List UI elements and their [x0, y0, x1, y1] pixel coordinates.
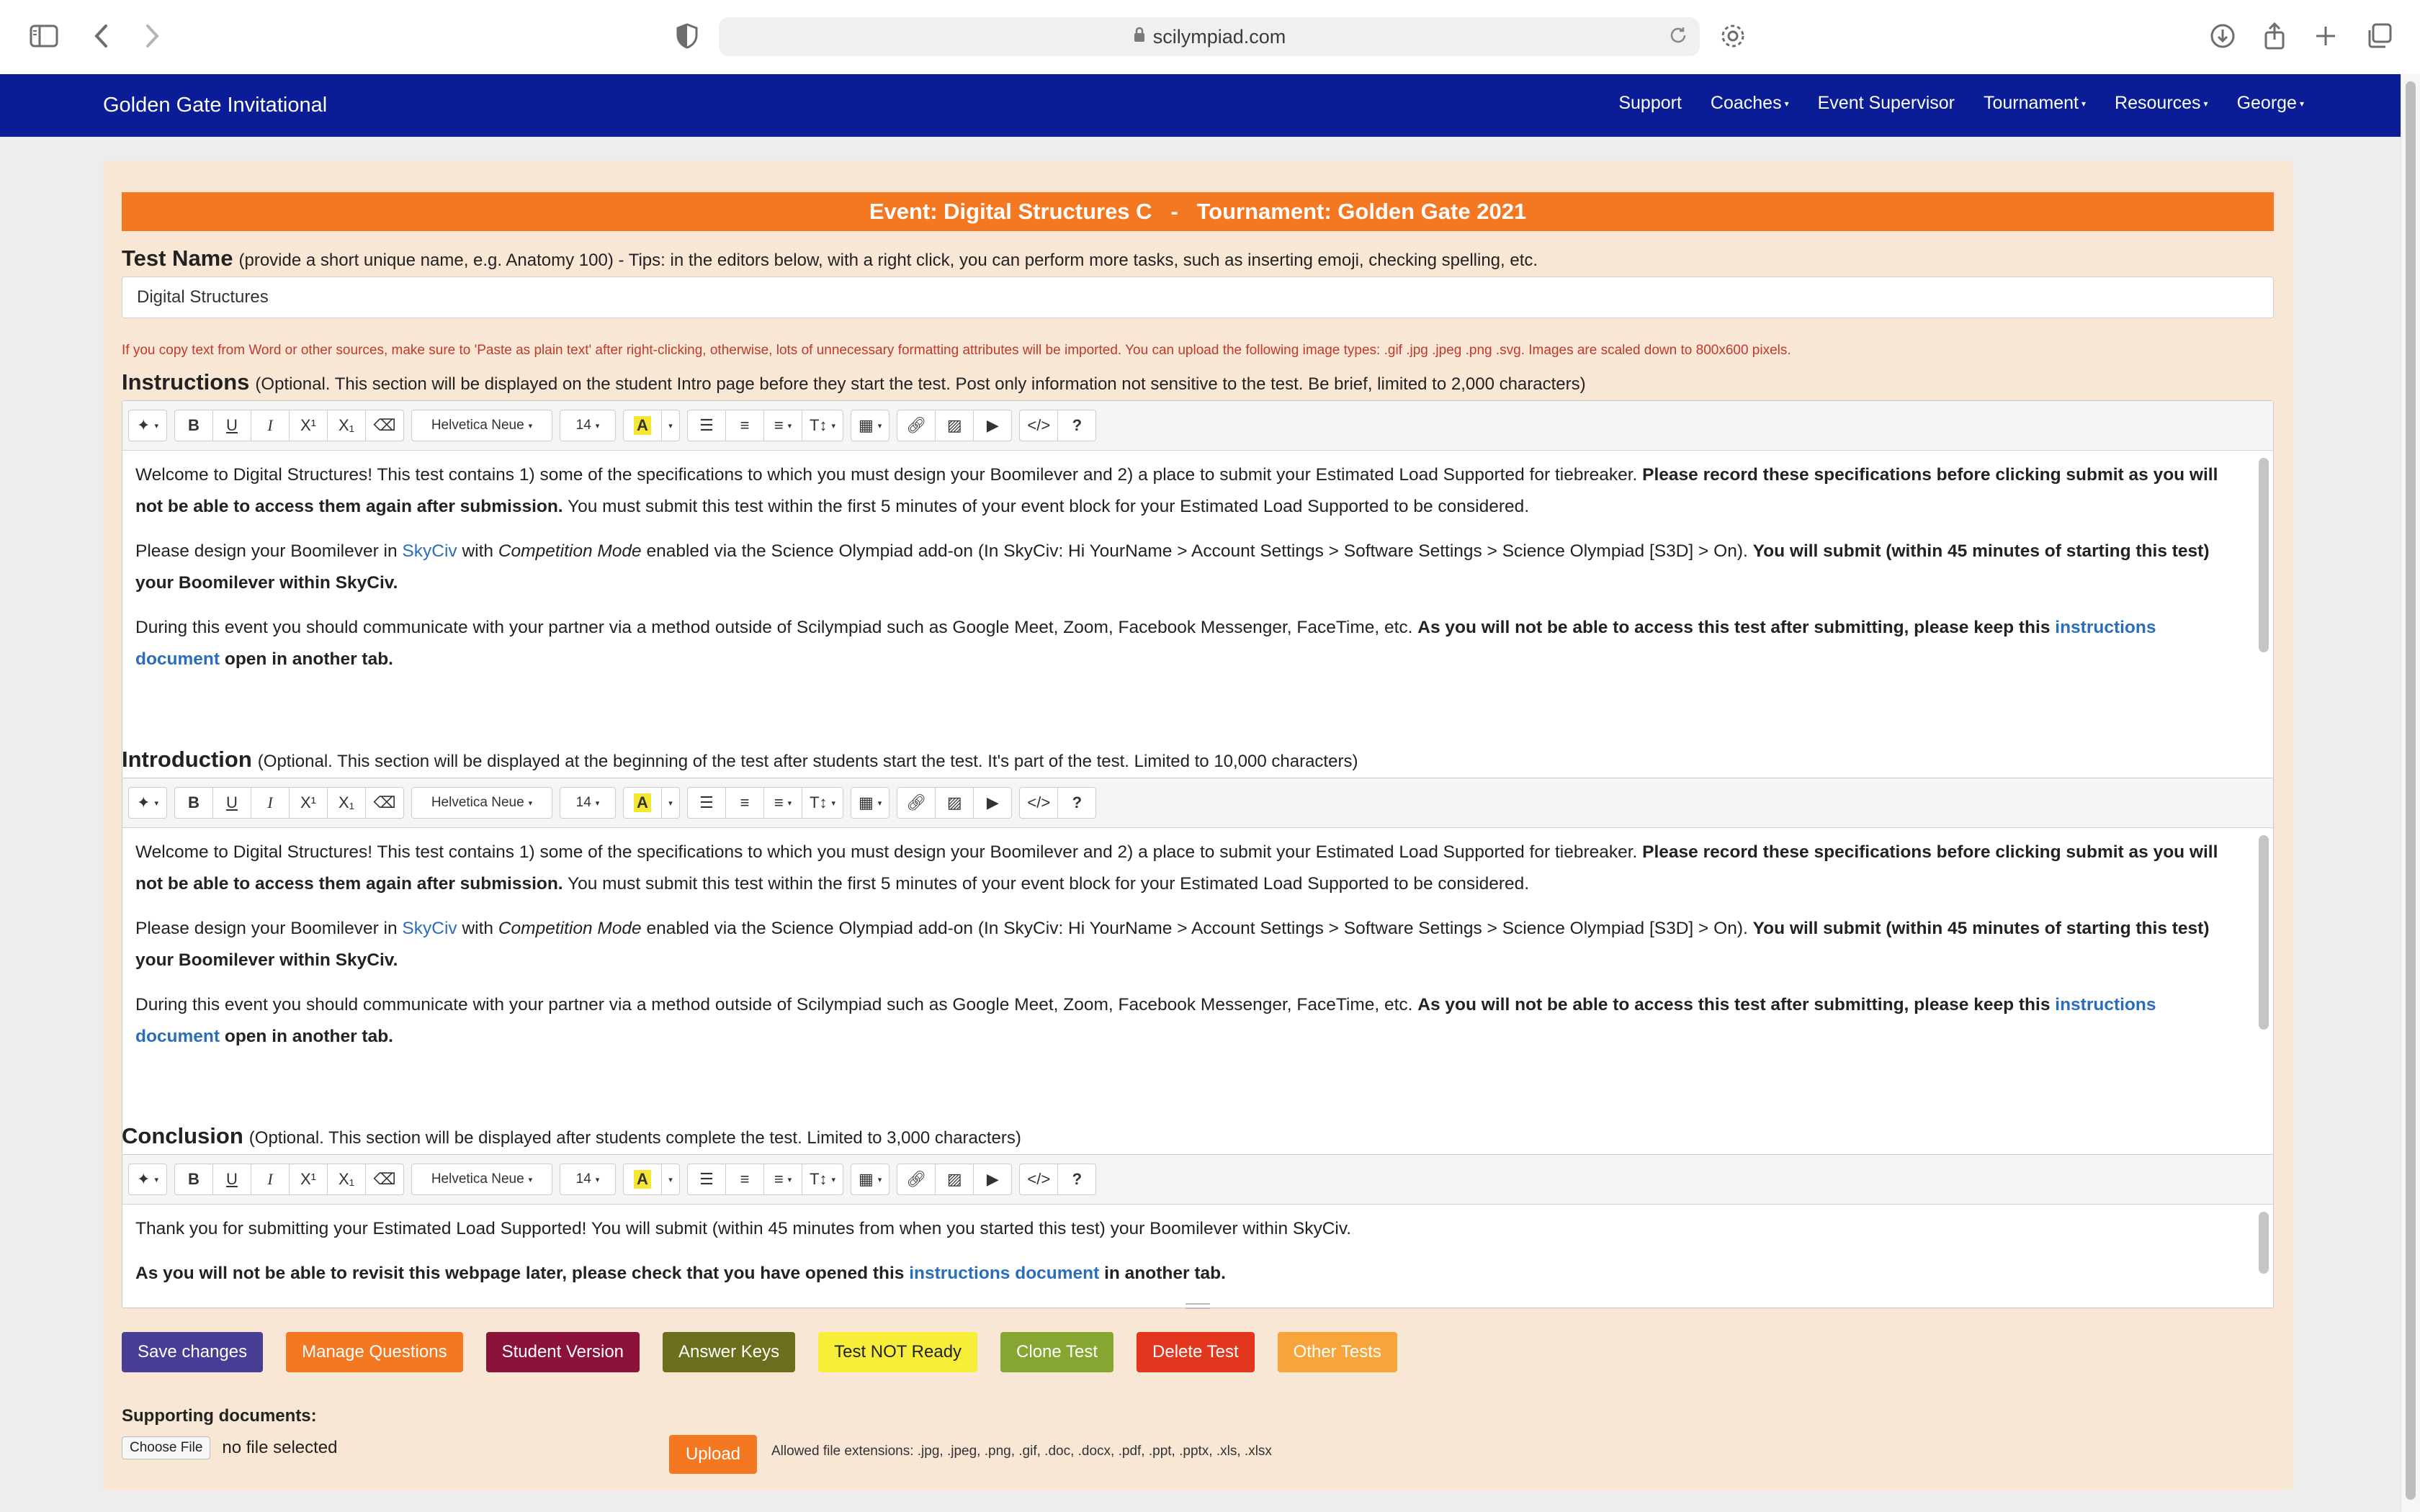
text-color-icon: A	[634, 793, 651, 812]
conclusion-editor	[122, 1154, 2274, 1308]
test-edit-panel	[103, 161, 2293, 1490]
nav-item-resources[interactable]	[2115, 93, 2208, 114]
editor-toolbar	[122, 778, 2273, 828]
paragraph	[135, 989, 2230, 1053]
instructions-document-link[interactable]: instructions document	[135, 618, 2156, 669]
conclusion-content[interactable]	[122, 1205, 2273, 1307]
editor-scrollbar[interactable]	[2259, 835, 2269, 1030]
underline-button[interactable]: U	[212, 1164, 251, 1195]
italic-button[interactable]: I	[251, 787, 290, 819]
bold-text: open in another tab.	[220, 1027, 393, 1046]
editor-scrollbar[interactable]	[2259, 1212, 2269, 1274]
nav-item-support[interactable]	[1618, 93, 1682, 114]
line-height-icon[interactable]: T↕ ▾	[802, 1164, 843, 1195]
caret-down-icon: ▾	[2081, 99, 2087, 109]
file-picker-row	[122, 1436, 338, 1459]
introduction-label-row	[122, 747, 1358, 773]
font-family-select[interactable]: Helvetica Neue ▾	[411, 410, 552, 441]
text-run: Please design your Boomilever in	[135, 541, 403, 561]
image-icon[interactable]: ▨	[935, 410, 974, 441]
clone-test-button[interactable]: Clone Test	[1000, 1332, 1113, 1372]
allowed-extensions-note: Allowed file extensions: .jpg, .jpeg, .png, .gif, .doc, .docx, .pdf, .ppt, .pptx, .xls, .xlsx	[771, 1444, 1272, 1459]
align-icon[interactable]: ≡ ▾	[763, 410, 802, 441]
nav-item-label: George	[2236, 93, 2297, 113]
nav-item-event-supervisor[interactable]	[1818, 93, 1955, 114]
download-icon[interactable]	[2204, 17, 2241, 55]
skyciv-link[interactable]: SkyCiv	[402, 541, 457, 561]
superscript-button[interactable]: X¹	[289, 787, 328, 819]
paragraph	[135, 837, 2230, 900]
instructions-label: Instructions	[122, 369, 250, 395]
action-button-row	[122, 1332, 1420, 1372]
editor-toolbar	[122, 1155, 2273, 1205]
nav-item-tournament[interactable]	[1984, 93, 2086, 114]
back-icon[interactable]	[83, 17, 120, 55]
text-run: During this event you should communicate with your partner via a method outside of Scilympiad such as Google Meet, Zoom, Facebook Messenger, FaceTime, etc.	[135, 995, 1418, 1014]
paragraph	[135, 536, 2230, 599]
delete-test-button[interactable]: Delete Test	[1137, 1332, 1255, 1372]
nav-item-coaches[interactable]	[1711, 93, 1789, 114]
subscript-button[interactable]: X₁	[327, 1164, 366, 1195]
paragraph	[135, 913, 2230, 976]
help-button[interactable]: ?	[1057, 787, 1096, 819]
font-size-value: 14	[575, 795, 591, 810]
choose-file-button[interactable]: Choose File	[122, 1436, 210, 1459]
conclusion-label-row	[122, 1123, 1021, 1149]
text-color-icon: A	[634, 1170, 651, 1189]
manage-questions-button[interactable]: Manage Questions	[286, 1332, 462, 1372]
introduction-content[interactable]	[122, 828, 2273, 1066]
bold-text: in another tab.	[1099, 1264, 1226, 1283]
privacy-shield-icon[interactable]	[668, 17, 706, 55]
italic-button[interactable]: I	[251, 1164, 290, 1195]
underline-button[interactable]: U	[212, 787, 251, 819]
text-run: You must submit this test within the first 5 minutes of your event block for your Estimated Load Supported to be considered.	[563, 874, 1530, 894]
superscript-button[interactable]: X¹	[289, 410, 328, 441]
magic-wand-icon[interactable]: ✦ ▾	[128, 410, 167, 441]
instructions-document-link[interactable]: instructions document	[909, 1264, 1100, 1283]
eraser-icon[interactable]: ⌫	[365, 410, 404, 441]
table-icon[interactable]: ▦ ▾	[851, 410, 889, 441]
text-color-icon: A	[634, 416, 651, 435]
subscript-button[interactable]: X₁	[327, 410, 366, 441]
bold-button[interactable]: B	[174, 410, 213, 441]
reload-icon[interactable]	[1668, 24, 1688, 51]
save-changes-button[interactable]: Save changes	[122, 1332, 263, 1372]
eraser-icon[interactable]: ⌫	[365, 787, 404, 819]
text-color-button[interactable]	[623, 1164, 662, 1195]
lock-icon	[1133, 27, 1146, 47]
code-view-button[interactable]: </>	[1019, 410, 1058, 441]
line-height-icon[interactable]: T↕ ▾	[802, 787, 843, 819]
align-icon[interactable]: ≡ ▾	[763, 1164, 802, 1195]
text-run: enabled via the Science Olympiad add-on (In SkyCiv: Hi YourName > Account Settings > Software Settings > Science Olympiad [S3D] > On).	[641, 541, 1753, 561]
instructions-document-link[interactable]: instructions document	[135, 995, 2156, 1046]
introduction-hint: (Optional. This section will be displayed at the beginning of the test after students start the test. It's part of the test. Limited to 10,000 characters)	[257, 752, 1358, 771]
text-run: Please design your Boomilever in	[135, 919, 403, 938]
page-scrollbar[interactable]	[2401, 74, 2420, 1512]
forward-icon[interactable]	[133, 17, 171, 55]
resize-handle[interactable]	[1186, 1303, 1210, 1309]
color-dropdown-icon[interactable]: ▾	[661, 410, 680, 441]
font-size-select[interactable]: 14 ▾	[560, 410, 616, 441]
link-icon[interactable]: 🔗︎	[897, 1164, 936, 1195]
bold-text: As you will not be able to revisit this webpage later, please check that you have opened this	[135, 1264, 910, 1283]
browser-toolbar	[0, 0, 2420, 75]
image-icon[interactable]: ▨	[935, 787, 974, 819]
text-run: with	[457, 919, 498, 938]
introduction-label: Introduction	[122, 747, 252, 772]
caret-down-icon: ▾	[1784, 99, 1789, 109]
superscript-button[interactable]: X¹	[289, 1164, 328, 1195]
test-not-ready-button[interactable]: Test NOT Ready	[818, 1332, 977, 1372]
paragraph	[135, 1258, 2230, 1290]
text-run: During this event you should communicate with your partner via a method outside of Scilympiad such as Google Meet, Zoom, Facebook Messenger, FaceTime, etc.	[135, 618, 1418, 637]
color-dropdown-icon[interactable]: ▾	[661, 787, 680, 819]
text-color-button[interactable]	[623, 787, 662, 819]
bold-text: As you will not be able to access this test after submitting, please keep this	[1417, 995, 2056, 1014]
underline-button[interactable]: U	[212, 410, 251, 441]
align-icon[interactable]: ≡ ▾	[763, 787, 802, 819]
url-text: scilympiad.com	[1152, 25, 1286, 48]
video-icon[interactable]: ▶	[973, 1164, 1012, 1195]
editor-toolbar	[122, 401, 2273, 451]
bullet-list-icon[interactable]: ☰	[687, 787, 726, 819]
nav-item-label: Coaches	[1710, 93, 1782, 113]
bold-text: open in another tab.	[220, 649, 393, 669]
skyciv-link[interactable]: SkyCiv	[402, 919, 457, 938]
nav-item-label: Resources	[2115, 93, 2201, 113]
font-family-select[interactable]: Helvetica Neue ▾	[411, 1164, 552, 1195]
font-size-value: 14	[575, 1171, 591, 1187]
instructions-content[interactable]	[122, 451, 2273, 688]
instructions-hint: (Optional. This section will be displayed on the student Intro page before they start the test. Post only information not sensitive to the test. Be brief, limited to 2,000 characters)	[255, 374, 1586, 394]
upload-button[interactable]: Upload	[669, 1435, 757, 1474]
eraser-icon[interactable]: ⌫	[365, 1164, 404, 1195]
conclusion-hint: (Optional. This section will be displayed after students complete the test. Limited to 3,000 characters)	[248, 1128, 1021, 1148]
code-view-button[interactable]: </>	[1019, 1164, 1058, 1195]
share-icon[interactable]	[2256, 17, 2293, 55]
editor-scrollbar[interactable]	[2259, 458, 2269, 652]
new-tab-icon[interactable]	[2307, 17, 2344, 55]
paste-warning: If you copy text from Word or other sources, make sure to 'Paste as plain text' after right-clicking, otherwise, lots of unnecessary formatting attributes will be imported. You can upload the following image types: .gif .jpg .jpeg .png .svg. Images are scaled down to 800x600 pixels.	[122, 343, 1791, 358]
bold-text: Please record these specifications before clicking submit as you will not be able to access them again after submission.	[135, 842, 2218, 894]
numbered-list-icon[interactable]: ≡	[725, 410, 764, 441]
subscript-button[interactable]: X₁	[327, 787, 366, 819]
help-button[interactable]: ?	[1057, 1164, 1096, 1195]
paragraph	[135, 612, 2230, 675]
text-run: Welcome to Digital Structures! This test contains 1) some of the specifications to which you must design your Boomilever and 2) a place to submit your Estimated Load Supported for tiebreaker.	[135, 465, 1643, 485]
bold-text: As you will not be able to access this test after submitting, please keep this	[1417, 618, 2056, 637]
font-size-select[interactable]: 14 ▾	[560, 787, 616, 819]
font-family-select[interactable]: Helvetica Neue ▾	[411, 787, 552, 819]
bullet-list-icon[interactable]: ☰	[687, 410, 726, 441]
nav-menu	[1590, 93, 2304, 114]
link-icon[interactable]: 🔗︎	[897, 410, 936, 441]
text-run: Welcome to Digital Structures! This test contains 1) some of the specifications to which you must design your Boomilever and 2) a place to submit your Estimated Load Supported for tiebreaker.	[135, 842, 1643, 862]
test-name-hint: (provide a short unique name, e.g. Anatomy 100) - Tips: in the editors below, with a right click, you can perform more tasks, such as inserting emoji, checking spelling, etc.	[238, 251, 1538, 270]
scrollbar-thumb[interactable]	[2406, 81, 2416, 1500]
settings-gear-icon[interactable]	[1714, 17, 1752, 55]
supporting-documents-label: Supporting documents:	[122, 1406, 317, 1426]
font-family-value: Helvetica Neue	[431, 795, 524, 810]
text-run: enabled via the Science Olympiad add-on (In SkyCiv: Hi YourName > Account Settings > Software Settings > Science Olympiad [S3D] > On).	[641, 919, 1753, 938]
magic-wand-icon[interactable]: ✦ ▾	[128, 1164, 167, 1195]
help-button[interactable]: ?	[1057, 410, 1096, 441]
font-size-select[interactable]: 14 ▾	[560, 1164, 616, 1195]
text-run: You must submit this test within the first 5 minutes of your event block for your Estimated Load Supported to be considered.	[563, 497, 1530, 516]
font-family-value: Helvetica Neue	[431, 418, 524, 433]
bold-button[interactable]: B	[174, 1164, 213, 1195]
bold-text: You will submit (within 45 minutes of starting this test) your Boomilever within SkyCiv.	[135, 919, 2210, 970]
other-tests-button[interactable]: Other Tests	[1278, 1332, 1397, 1372]
file-status: no file selected	[222, 1438, 338, 1457]
italic-text: Competition Mode	[498, 919, 642, 938]
caret-down-icon: ▾	[2299, 99, 2304, 109]
nav-item-label: Event Supervisor	[1817, 93, 1955, 113]
sidebar-toggle-icon[interactable]	[25, 17, 63, 55]
italic-text: Competition Mode	[498, 541, 642, 561]
test-name-label-row	[122, 246, 1538, 271]
student-version-button[interactable]: Student Version	[486, 1332, 640, 1372]
numbered-list-icon[interactable]: ≡	[725, 787, 764, 819]
font-family-value: Helvetica Neue	[431, 1171, 524, 1187]
code-view-button[interactable]: </>	[1019, 787, 1058, 819]
text-run: with	[457, 541, 498, 561]
address-bar[interactable]	[719, 17, 1700, 56]
bold-button[interactable]: B	[174, 787, 213, 819]
nav-item-label: Support	[1618, 93, 1682, 113]
caret-down-icon: ▾	[2203, 99, 2208, 109]
font-size-value: 14	[575, 418, 591, 433]
numbered-list-icon[interactable]: ≡	[725, 1164, 764, 1195]
image-icon[interactable]: ▨	[935, 1164, 974, 1195]
color-dropdown-icon[interactable]: ▾	[661, 1164, 680, 1195]
table-icon[interactable]: ▦ ▾	[851, 1164, 889, 1195]
instructions-label-row	[122, 369, 1586, 395]
table-icon[interactable]: ▦ ▾	[851, 787, 889, 819]
answer-keys-button[interactable]: Answer Keys	[663, 1332, 795, 1372]
text-color-button[interactable]	[623, 410, 662, 441]
bold-text: You will submit (within 45 minutes of starting this test) your Boomilever within SkyCiv.	[135, 541, 2210, 593]
site-navbar	[0, 74, 2401, 137]
magic-wand-icon[interactable]: ✦ ▾	[128, 787, 167, 819]
tab-overview-icon[interactable]	[2361, 17, 2398, 55]
bullet-list-icon[interactable]: ☰	[687, 1164, 726, 1195]
bold-text: Please record these specifications before clicking submit as you will not be able to access them again after submission.	[135, 465, 2218, 516]
event-header: Event: Digital Structures C - Tournament: Golden Gate 2021	[122, 192, 2274, 231]
conclusion-label: Conclusion	[122, 1123, 243, 1148]
italic-button[interactable]: I	[251, 410, 290, 441]
nav-item-user[interactable]	[2237, 93, 2304, 114]
link-icon[interactable]: 🔗︎	[897, 787, 936, 819]
test-name-input[interactable]: Digital Structures	[122, 276, 2274, 318]
paragraph	[135, 459, 2230, 523]
site-brand[interactable]: Golden Gate Invitational	[103, 94, 328, 117]
nav-item-label: Tournament	[1983, 93, 2079, 113]
line-height-icon[interactable]: T↕ ▾	[802, 410, 843, 441]
test-name-label: Test Name	[122, 246, 233, 271]
video-icon[interactable]: ▶	[973, 410, 1012, 441]
video-icon[interactable]: ▶	[973, 787, 1012, 819]
paragraph: Thank you for submitting your Estimated Load Supported! You will submit (within 45 minutes from when you started this test) your Boomilever within SkyCiv.	[135, 1219, 1352, 1238]
